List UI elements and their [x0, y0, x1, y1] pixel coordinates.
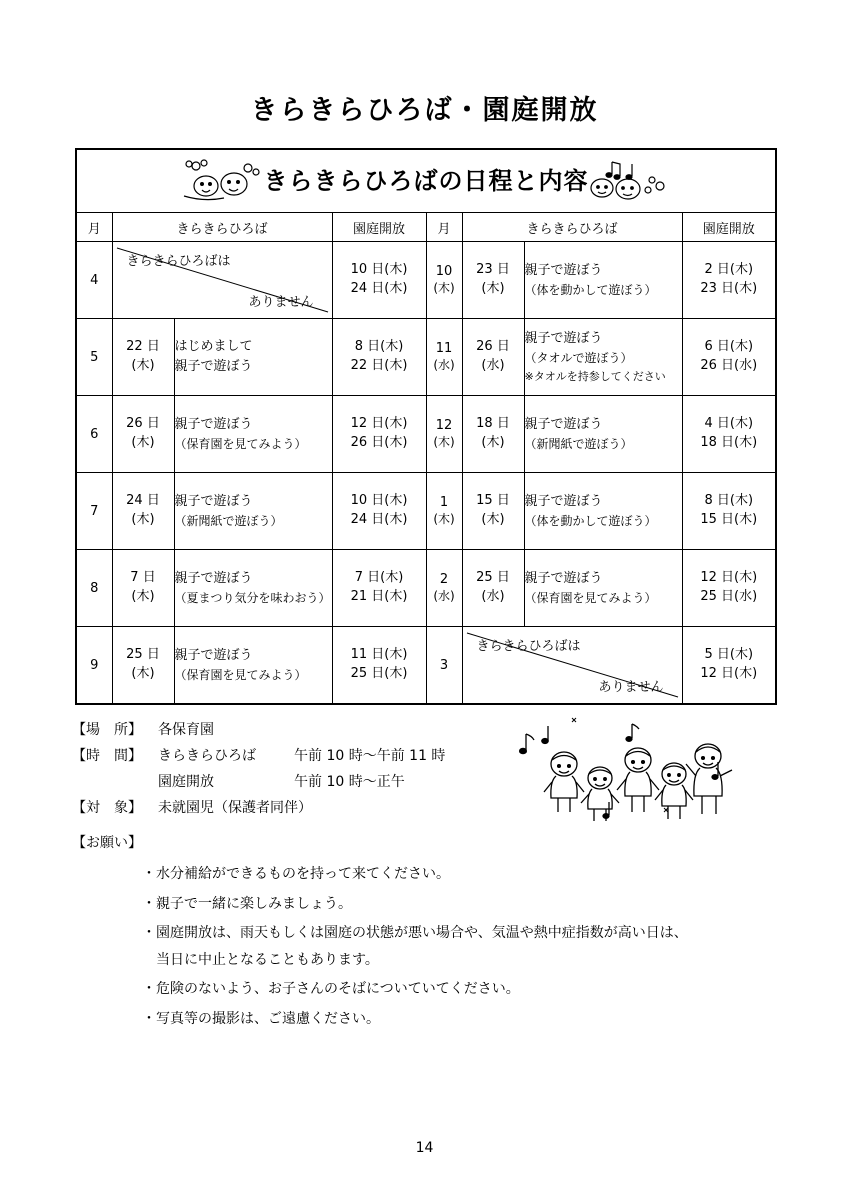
session-content-main: 親子で遊ぼう — [524, 416, 603, 432]
children-music-icon — [569, 156, 679, 204]
open-yard-cell — [332, 396, 426, 473]
info-row-place — [72, 718, 502, 744]
bullet-icon: ・ — [142, 895, 156, 912]
session-weekday: (木) — [131, 512, 155, 527]
open-yard-date-2: 18 日(木) — [700, 435, 758, 450]
session-content-cell — [524, 242, 682, 319]
schedule-table — [75, 148, 777, 705]
note-text-continuation: 当日に中止となることもあります。 — [156, 952, 379, 969]
session-content-main: 親子で遊ぼう — [174, 570, 253, 586]
session-content-main: 親子で遊ぼう — [174, 416, 253, 432]
session-date: 22 日 — [126, 339, 160, 355]
open-yard-date-1: 10 日(木) — [350, 493, 408, 509]
no-session-text-top: きらきらひろばは — [476, 639, 581, 654]
info-block — [72, 718, 502, 822]
open-yard-cell — [682, 242, 776, 319]
session-content-cell — [524, 396, 682, 473]
no-session-text-top: きらきらひろばは — [126, 254, 231, 269]
month-cell: 4 — [76, 242, 112, 319]
session-content-main: 親子で遊ぼう — [524, 331, 603, 347]
session-content-sub: （保育園を見てみよう） — [524, 590, 657, 605]
table-column-headers — [76, 213, 776, 242]
bullet-icon: ・ — [142, 866, 156, 883]
open-yard-cell — [682, 396, 776, 473]
session-weekday: (木) — [131, 589, 155, 604]
col-header-program-right: きらきらひろば — [462, 213, 682, 242]
note-text: 危険のないよう、お子さんのそばについていてください。 — [156, 981, 520, 998]
open-yard-date-2: 26 日(水) — [700, 358, 758, 373]
session-content-note: ※タオルを持参してください — [524, 369, 666, 383]
month-number: 11 — [435, 341, 453, 356]
open-yard-date-1: 4 日(木) — [704, 416, 754, 432]
page-number: 14 — [415, 1140, 434, 1156]
session-content-sub: （夏まつり気分を味わおう） — [174, 590, 331, 605]
notes-heading: 【お願い】 — [72, 835, 142, 851]
session-date: 23 日 — [476, 262, 510, 278]
session-content-main: 親子で遊ぼう — [174, 493, 253, 509]
open-yard-cell — [332, 550, 426, 627]
session-weekday: (木) — [481, 281, 505, 296]
session-content-sub: （新聞紙で遊ぼう） — [174, 513, 283, 528]
month-weekday: (木) — [433, 512, 455, 526]
page-title: きらきらひろば・園庭開放 — [250, 95, 599, 126]
open-yard-date-1: 8 日(木) — [354, 339, 404, 355]
info-time-name-2: 園庭開放 — [158, 773, 214, 790]
info-label-time: 【時 間】 — [72, 747, 142, 764]
info-label-target: 【対 象】 — [72, 799, 142, 816]
info-row-target — [72, 796, 502, 822]
info-value-target: 未就園児（保護者同伴） — [158, 799, 312, 816]
session-content-main: 親子で遊ぼう — [524, 493, 603, 509]
session-content-cell — [524, 550, 682, 627]
session-content-sub: （新聞紙で遊ぼう） — [524, 436, 633, 451]
open-yard-date-1: 10 日(木) — [350, 262, 408, 278]
session-weekday: (木) — [131, 435, 155, 450]
session-date: 18 日 — [476, 416, 510, 432]
session-date-cell — [112, 319, 174, 396]
session-content-cell — [174, 627, 332, 705]
session-weekday: (水) — [481, 589, 505, 604]
table-banner-title: きらきらひろばの日程と内容 — [263, 167, 589, 195]
open-yard-date-1: 12 日(木) — [350, 416, 408, 432]
open-yard-date-2: 23 日(木) — [700, 281, 758, 296]
session-date-cell — [462, 550, 524, 627]
singing-children-illustration — [512, 716, 742, 826]
session-content-cell — [524, 473, 682, 550]
session-weekday: (木) — [481, 512, 505, 527]
note-text: 写真等の撮影は、ご遠慮ください。 — [156, 1010, 380, 1027]
bullet-icon: ・ — [142, 981, 156, 998]
info-value-place: 各保育園 — [158, 722, 214, 738]
session-date: 15 日 — [476, 493, 510, 509]
session-content-cell — [174, 550, 332, 627]
session-content-sub: （体を動かして遊ぼう） — [524, 282, 657, 297]
month-cell — [426, 396, 462, 473]
note-text: 親子で一緒に楽しみましょう。 — [156, 895, 352, 912]
open-yard-cell — [332, 627, 426, 705]
month-number: 2 — [439, 572, 449, 587]
open-yard-cell — [682, 627, 776, 705]
open-yard-date-2: 15 日(木) — [700, 512, 758, 527]
col-header-month-right: 月 — [426, 213, 462, 242]
month-weekday: (木) — [433, 281, 455, 295]
session-date: 7 日 — [130, 570, 156, 586]
session-content-main: はじめまして — [174, 338, 253, 354]
open-yard-cell — [332, 319, 426, 396]
month-cell: 9 — [76, 627, 112, 705]
session-date: 26 日 — [476, 339, 510, 355]
col-header-openyard-left: 園庭開放 — [332, 213, 426, 242]
session-date-cell — [462, 473, 524, 550]
note-text: 水分補給ができるものを持って来てください。 — [156, 866, 450, 883]
session-date-cell — [112, 473, 174, 550]
session-content-main: 親子で遊ぼう — [524, 570, 603, 586]
list-item — [142, 920, 772, 975]
open-yard-date-2: 24 日(木) — [350, 281, 408, 296]
list-item — [142, 891, 772, 918]
session-date-cell — [112, 550, 174, 627]
session-content-cell — [524, 319, 682, 396]
session-date: 25 日 — [476, 570, 510, 586]
table-banner — [76, 149, 776, 213]
session-content-sub: 親子で遊ぼう — [174, 359, 253, 374]
session-date-cell — [462, 319, 524, 396]
open-yard-date-1: 7 日(木) — [354, 570, 404, 586]
table-row — [76, 627, 776, 705]
session-content-sub: （保育園を見てみよう） — [174, 436, 307, 451]
schedule-table-wrapper — [75, 148, 775, 705]
open-yard-date-1: 2 日(木) — [704, 262, 754, 278]
flower-children-icon — [173, 156, 283, 204]
session-date-cell — [462, 242, 524, 319]
info-time-name-1: きらきらひろば — [158, 747, 256, 764]
session-content-cell — [174, 396, 332, 473]
session-content-main: 親子で遊ぼう — [174, 647, 253, 663]
session-content-cell — [174, 319, 332, 396]
month-cell — [426, 242, 462, 319]
month-cell — [426, 319, 462, 396]
open-yard-date-2: 22 日(木) — [350, 358, 408, 373]
no-session-cell — [112, 242, 332, 319]
bullet-icon: ・ — [142, 924, 156, 941]
open-yard-date-1: 12 日(木) — [700, 570, 758, 586]
session-date: 26 日 — [126, 416, 160, 432]
month-cell: 6 — [76, 396, 112, 473]
info-label-place: 【場 所】 — [72, 722, 142, 738]
month-weekday: (木) — [433, 435, 455, 449]
list-item — [142, 976, 772, 1003]
month-number: 10 — [435, 264, 453, 279]
open-yard-cell — [332, 473, 426, 550]
table-row — [76, 396, 776, 473]
bullet-icon: ・ — [142, 1010, 156, 1027]
note-text: 園庭開放は、雨天もしくは園庭の状態が悪い場合や、気温や熱中症指数が高い日は、 — [156, 924, 688, 941]
table-row — [76, 550, 776, 627]
col-header-month-left: 月 — [76, 213, 112, 242]
list-item — [142, 1006, 772, 1033]
info-row-time — [72, 744, 502, 770]
session-weekday: (水) — [481, 358, 505, 373]
open-yard-cell — [682, 473, 776, 550]
session-content-cell — [174, 473, 332, 550]
no-session-text-bottom: ありません — [248, 295, 314, 310]
month-weekday: (水) — [433, 358, 455, 372]
notes-block — [72, 830, 772, 1035]
open-yard-date-2: 26 日(木) — [350, 435, 408, 450]
session-weekday: (木) — [131, 358, 155, 373]
month-weekday: (水) — [433, 589, 455, 603]
session-content-sub: （タオルで遊ぼう） — [524, 351, 633, 366]
col-header-program-left: きらきらひろば — [112, 213, 332, 242]
session-date: 25 日 — [126, 647, 160, 663]
open-yard-date-2: 12 日(木) — [700, 666, 758, 681]
month-cell: 5 — [76, 319, 112, 396]
session-date: 24 日 — [126, 493, 160, 509]
session-date-cell — [462, 396, 524, 473]
col-header-openyard-right: 園庭開放 — [682, 213, 776, 242]
open-yard-cell — [682, 319, 776, 396]
info-time-value-1: 午前 10 時～午前 11 時 — [294, 747, 446, 764]
open-yard-date-1: 11 日(木) — [350, 647, 408, 663]
open-yard-cell — [682, 550, 776, 627]
month-cell — [426, 473, 462, 550]
table-row — [76, 319, 776, 396]
session-weekday: (木) — [481, 435, 505, 450]
session-content-sub: （保育園を見てみよう） — [174, 667, 307, 682]
month-cell: 3 — [426, 627, 462, 705]
list-item — [142, 861, 772, 888]
open-yard-date-2: 21 日(木) — [350, 589, 408, 604]
open-yard-date-1: 6 日(木) — [704, 339, 754, 355]
session-content-sub: （体を動かして遊ぼう） — [524, 513, 657, 528]
table-row — [76, 473, 776, 550]
open-yard-date-2: 25 日(水) — [700, 589, 758, 604]
session-date-cell — [112, 627, 174, 705]
open-yard-date-2: 25 日(木) — [350, 666, 408, 681]
info-time-value-2: 午前 10 時～正午 — [294, 773, 405, 790]
month-number: 12 — [435, 418, 453, 433]
session-weekday: (木) — [131, 666, 155, 681]
month-cell — [426, 550, 462, 627]
month-number: 1 — [439, 495, 449, 510]
notes-list — [72, 861, 772, 1033]
month-cell: 8 — [76, 550, 112, 627]
session-content-main: 親子で遊ぼう — [524, 262, 603, 278]
session-date-cell — [112, 396, 174, 473]
open-yard-cell — [332, 242, 426, 319]
open-yard-date-1: 8 日(木) — [704, 493, 754, 509]
table-row — [76, 242, 776, 319]
no-session-text-bottom: ありません — [598, 680, 664, 695]
open-yard-date-2: 24 日(木) — [350, 512, 408, 527]
no-session-cell — [462, 627, 682, 705]
info-row-time-2 — [72, 770, 502, 796]
open-yard-date-1: 5 日(木) — [704, 647, 754, 663]
month-cell: 7 — [76, 473, 112, 550]
